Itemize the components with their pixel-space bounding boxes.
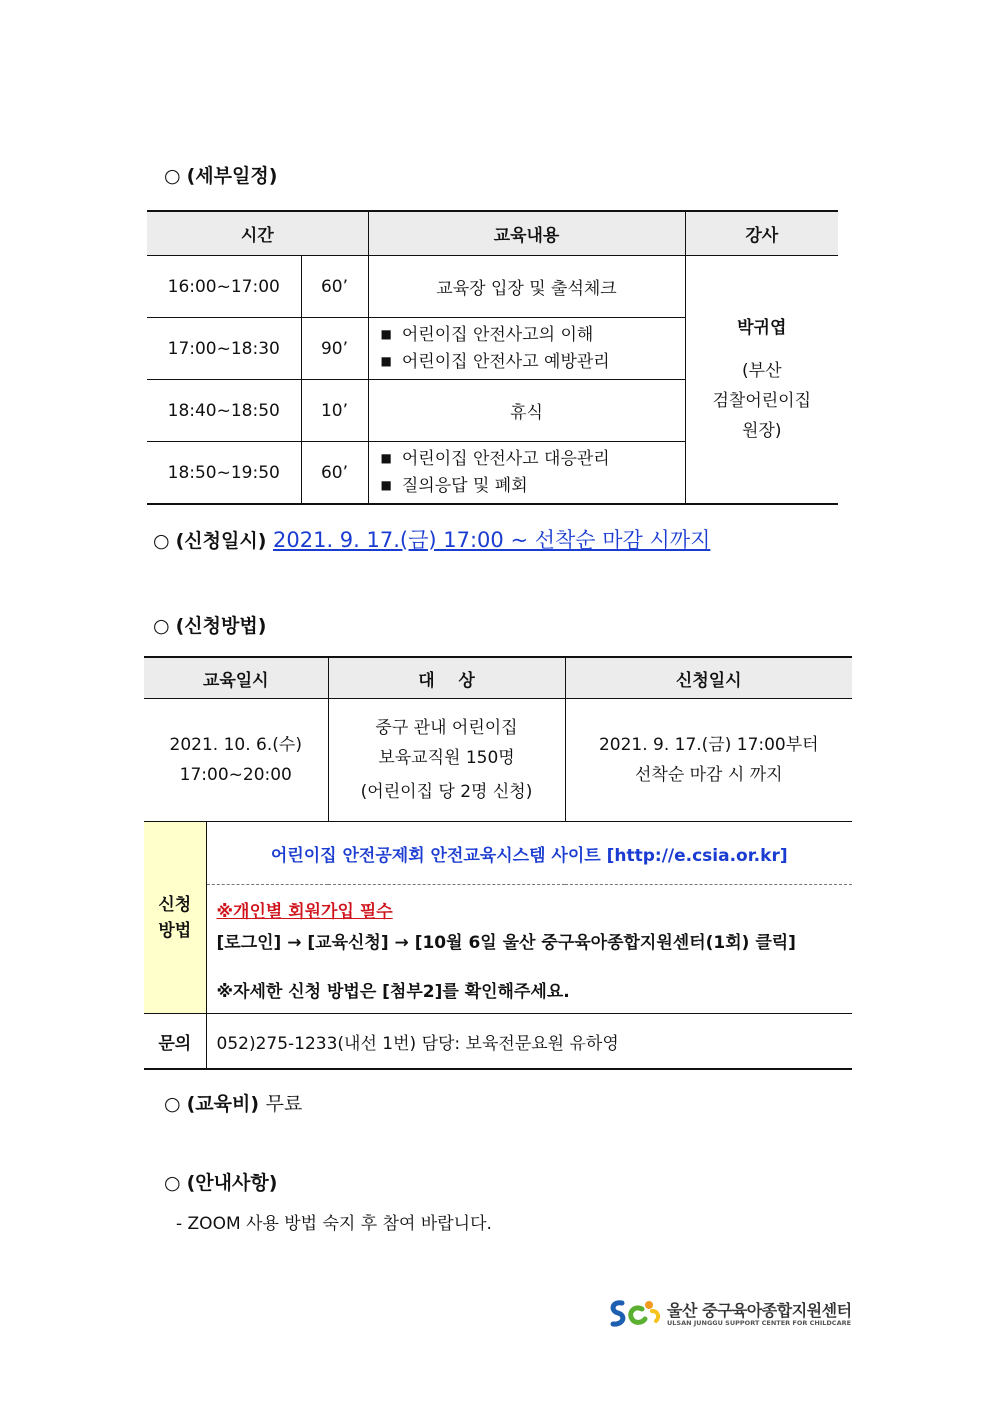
content-cell	[368, 318, 685, 380]
circle-bullet: ○	[164, 1172, 181, 1194]
content-cell: 휴식	[368, 380, 685, 442]
logo-name: 울산 중구육아종합지원센터	[667, 1301, 852, 1320]
fee-heading: ○ (교육비) 무료	[164, 1093, 303, 1115]
lecturer-name: 박귀엽	[737, 318, 787, 338]
signup-warning: ※개인별 회원가입 필수	[216, 901, 393, 922]
apply-date-value: 2021. 9. 17.(금) 17:00 ~ 선착순 마감 시까지	[273, 528, 711, 552]
square-bullet-icon: ■	[380, 450, 392, 465]
circle-bullet: ○	[164, 165, 181, 187]
circle-bullet: ○	[153, 615, 170, 637]
square-bullet-icon: ■	[380, 353, 392, 368]
site-link[interactable]: 어린이집 안전공제회 안전교육시스템 사이트 [http://e.csia.or.kr]	[270, 845, 788, 866]
duration-cell: 90’	[301, 318, 368, 380]
header-content: 교육내용	[368, 211, 685, 256]
circle-bullet: ○	[153, 530, 170, 552]
notice-heading: ○ (안내사항)	[164, 1172, 278, 1194]
contact-info: 052)275-1233(내선 1번) 담당: 보육전문요원 유하영	[206, 1014, 852, 1070]
logo-mark-icon	[608, 1297, 664, 1331]
header-date: 교육일시	[144, 657, 328, 699]
duration-cell: 60’	[301, 442, 368, 505]
schedule-table	[147, 210, 838, 505]
time-cell: 18:40~18:50	[147, 380, 301, 442]
list-item: ■ 어린이집 안전사고 대응관리	[380, 448, 610, 469]
apply-table	[144, 656, 852, 1070]
table-row	[144, 822, 852, 885]
table-row	[144, 1014, 852, 1070]
lecturer-org-line: 검찰어린이집	[712, 391, 812, 411]
contact-label: 문의	[144, 1014, 206, 1070]
lecturer-cell	[685, 256, 838, 505]
square-bullet-icon: ■	[380, 477, 392, 492]
target-cell: 중구 관내 어린이집 보육교직원 150명 (어린이집 당 2명 신청)	[328, 699, 565, 822]
content-cell	[368, 442, 685, 505]
apply-period-cell: 2021. 9. 17.(금) 17:00부터 선착순 마감 시 까지	[565, 699, 852, 822]
lecturer-org-line: 원장)	[742, 421, 782, 441]
logo-subtitle: ULSAN JUNGGU SUPPORT CENTER FOR CHILDCARE	[667, 1319, 852, 1327]
table-row	[144, 885, 852, 1014]
header-apply: 신청일시	[565, 657, 852, 699]
table-row	[144, 699, 852, 822]
apply-date-heading: ○ (신청일시) 2021. 9. 17.(금) 17:00 ~ 선착순 마감 시까지	[153, 528, 711, 552]
date-cell: 2021. 10. 6.(수) 17:00~20:00	[144, 699, 328, 822]
circle-bullet: ○	[164, 1093, 181, 1115]
site-cell	[206, 822, 852, 885]
time-cell: 16:00~17:00	[147, 256, 301, 318]
table-row	[147, 256, 838, 318]
center-logo	[608, 1297, 853, 1331]
detail-note: ※자세한 신청 방법은 [첨부2]를 확인해주세요.	[216, 981, 570, 1002]
lecturer-org-line: (부산	[742, 361, 782, 381]
method-detail-cell	[206, 885, 852, 1014]
duration-cell: 60’	[301, 256, 368, 318]
time-cell: 17:00~18:30	[147, 318, 301, 380]
header-lecturer: 강사	[685, 211, 838, 256]
schedule-heading: ○ (세부일정)	[164, 165, 278, 187]
header-time: 시간	[147, 211, 368, 256]
method-label: 신청 방법	[144, 822, 206, 1014]
content-cell: 교육장 입장 및 출석체크	[368, 256, 685, 318]
list-item: ■ 어린이집 안전사고의 이해	[380, 324, 594, 345]
duration-cell: 10’	[301, 380, 368, 442]
square-bullet-icon: ■	[380, 326, 392, 341]
apply-steps: [로그인] → [교육신청] → [10월 6일 울산 중구육아종합지원센터(1회) 클릭]	[216, 932, 796, 953]
fee-value: 무료	[265, 1093, 303, 1115]
list-item: ■ 질의응답 및 폐회	[380, 475, 528, 496]
header-target: 대 상	[328, 657, 565, 699]
apply-method-heading: ○ (신청방법)	[153, 615, 267, 637]
list-item: ■ 어린이집 안전사고 예방관리	[380, 351, 610, 372]
notice-item: - ZOOM 사용 방법 숙지 후 참여 바랍니다.	[176, 1214, 492, 1234]
time-cell: 18:50~19:50	[147, 442, 301, 505]
